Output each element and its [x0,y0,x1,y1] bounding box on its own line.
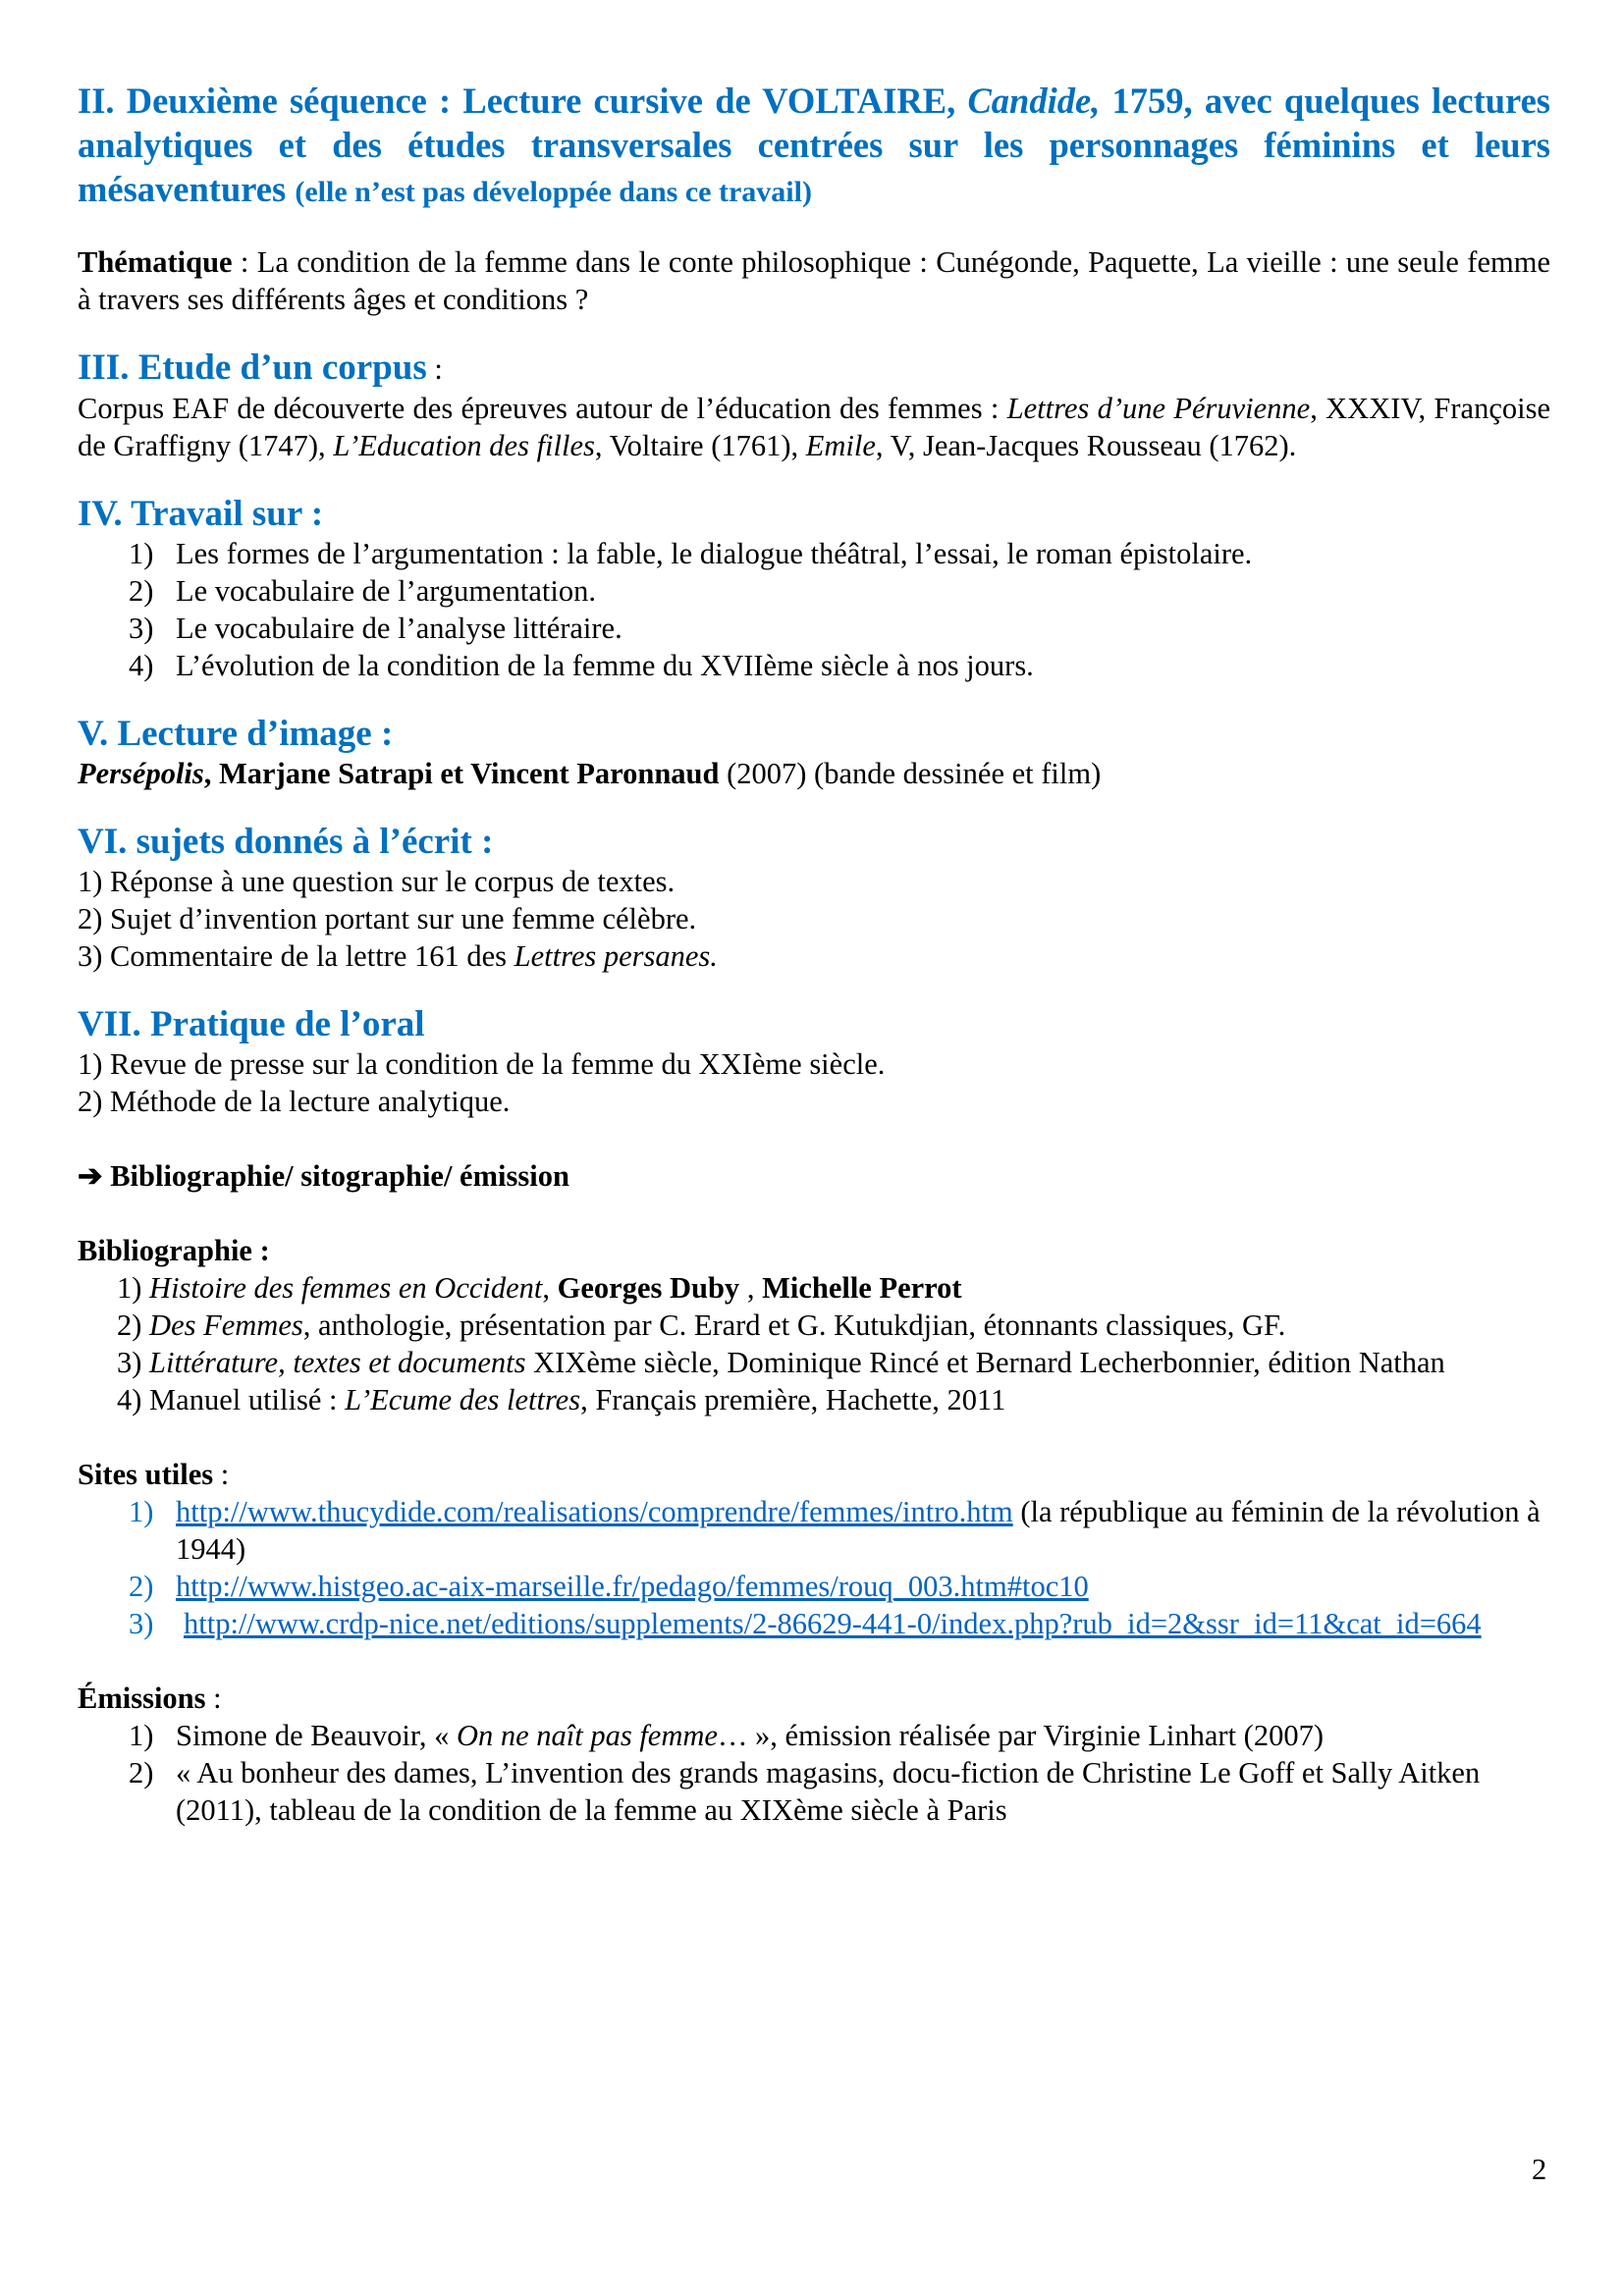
document-page [78,79,1550,1829]
list-item: 2) Des Femmes, anthologie, présentation par C. Erard et G. Kutukdjian, étonnants classiques, GF. [117,1308,1286,1342]
corpus-paragraph: Corpus EAF de découverte des épreuves autour de l’éducation des femmes : Lettres d’une Péruvienne, XXXIV, Françoise de Graffigny (1747), L’Education des filles, Voltaire (1761), Emile, V, Jean-Jacques Rousseau (1762). [78,392,1550,462]
arrow-right-icon: ➔ [78,1159,103,1193]
sujet-line-2: 2) Sujet d’invention portant sur une femme célèbre. [78,902,697,935]
section-6-heading: VI. sujets donnés à l’écrit : [78,822,494,862]
section-5-heading: V. Lecture d’image : [78,714,394,754]
site-link[interactable]: http://www.histgeo.ac-aix-marseille.fr/pedago/femmes/rouq_003.htm#toc10 [176,1570,1089,1603]
site-link[interactable]: http://www.crdp-nice.net/editions/supplements/2-86629-441-0/index.php?rub_id=2&ssr_id=11&cat_id=664 [184,1607,1482,1640]
sites-label: Sites utiles : [78,1458,230,1491]
list-item: 1) Simone de Beauvoir, « On ne naît pas femme… », émission réalisée par Virginie Linhart (2007) [129,1719,1324,1752]
persepolis-line: Persépolis, Marjane Satrapi et Vincent Paronnaud (2007) (bande dessinée et film) [78,757,1102,790]
section-3-heading: III. Etude d’un corpus : [78,347,443,388]
bibliographie-label: Bibliographie : [78,1234,270,1267]
sujet-line-1: 1) Réponse à une question sur le corpus de textes. [78,865,676,898]
emissions-list [78,1717,1550,1829]
travail-list [78,535,1550,684]
sites-list [78,1493,1550,1642]
list-item: 3) Le vocabulaire de l’analyse littéraire. [129,612,622,645]
oral-line-1: 1) Revue de presse sur la condition de la femme du XXIème siècle. [78,1047,886,1081]
sujet-line-3: 3) Commentaire de la lettre 161 des Lettres persanes. [78,939,718,973]
section-2-note: (elle n’est pas développée dans ce travail) [295,176,812,208]
biblio-heading: ➔ Bibliographie/ sitographie/ émission [78,1159,569,1193]
list-item: 1) Histoire des femmes en Occident, Georges Duby , Michelle Perrot [117,1271,962,1305]
emissions-label: Émissions : [78,1682,222,1715]
site-link[interactable]: http://www.thucydide.com/realisations/comprendre/femmes/intro.htm [176,1495,1013,1528]
oral-line-2: 2) Méthode de la lecture analytique. [78,1085,511,1118]
list-item: 1) http://www.thucydide.com/realisations/comprendre/femmes/intro.htm (la république au féminin de la révolution à 1944) [129,1495,1541,1566]
section-2-heading: II. Deuxième séquence : Lecture cursive de VOLTAIRE, Candide, 1759, avec quelques lectures analytiques et des études transversales centrées sur les personnages féminins et leurs mésaventures (elle n’est pas développée dans ce travail) [78,80,1550,209]
page-number: 2 [1532,2153,1547,2186]
thematique-paragraph: Thématique : La condition de la femme dans le conte philosophique : Cunégonde, Paquette, La vieille : une seule femme à travers ses différents âges et conditions ? [78,245,1550,316]
list-item: 2) http://www.histgeo.ac-aix-marseille.fr/pedago/femmes/rouq_003.htm#toc10 [129,1570,1089,1603]
section-7-heading: VII. Pratique de l’oral [78,1004,425,1044]
list-item: 4) L’évolution de la condition de la femme du XVIIème siècle à nos jours. [129,649,1034,682]
section-4-heading: IV. Travail sur : [78,494,324,534]
list-item: 3) Littérature, textes et documents XIXème siècle, Dominique Rincé et Bernard Lecherbonnier, édition Nathan [117,1346,1445,1379]
list-item: 3) http://www.crdp-nice.net/editions/supplements/2-86629-441-0/index.php?rub_id=2&ssr_id=11&cat_id=664 [129,1607,1482,1640]
list-item: 1) Les formes de l’argumentation : la fable, le dialogue théâtral, l’essai, le roman épistolaire. [129,537,1253,570]
list-item: 2) Le vocabulaire de l’argumentation. [129,574,596,608]
list-item: 2) « Au bonheur des dames, L’invention des grands magasins, docu-fiction de Christine Le Goff et Sally Aitken (2011), tableau de la condition de la femme au XIXème siècle à Paris [129,1756,1481,1827]
list-item: 4) Manuel utilisé : L’Ecume des lettres, Français première, Hachette, 2011 [117,1383,1006,1416]
bibliographie-list [78,1269,1550,1418]
